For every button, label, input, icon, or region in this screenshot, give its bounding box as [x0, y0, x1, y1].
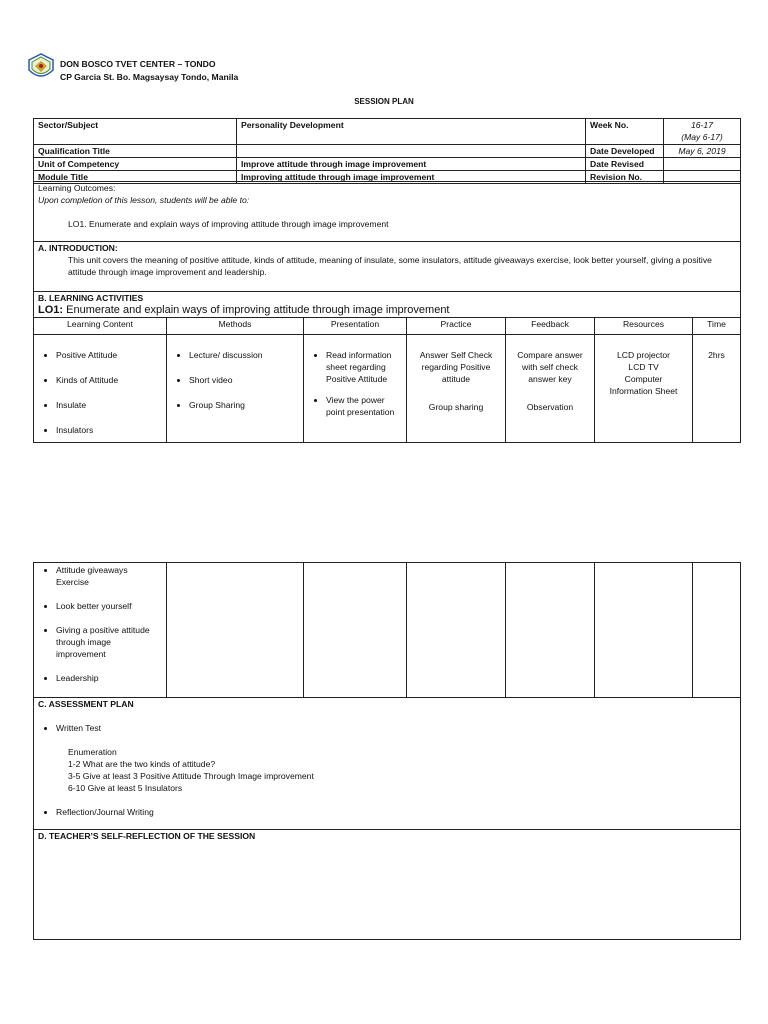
plan-table-continued: [33, 562, 741, 940]
revision-label: Revision No.: [586, 171, 664, 184]
time-cell: 2hrs: [693, 335, 741, 443]
practice-item: Answer Self Check regarding Positive attitude: [419, 350, 493, 384]
method-item: • Short video: [189, 374, 299, 386]
content-item: • Kinds of Attitude: [56, 374, 162, 386]
resources-cell: [595, 335, 693, 443]
content-item: • Giving a positive attitude through image improvement: [56, 624, 162, 660]
learning-activities: [34, 292, 741, 318]
self-reflection: D. TEACHER’S SELF-REFLECTION OF THE SESSION: [34, 830, 741, 940]
time-cell-continued: [693, 563, 741, 698]
presentation-item: • Read information sheet regarding Positive Attitude: [326, 349, 402, 385]
school-logo: [26, 52, 56, 82]
org-header: [60, 58, 238, 84]
col-time: Time: [693, 318, 741, 335]
practice-cell: [407, 335, 506, 443]
introduction: [34, 242, 741, 292]
assessment-written-test: • Written Test: [56, 722, 736, 734]
feedback-cell: [506, 335, 595, 443]
resource-item: Information Sheet: [609, 386, 678, 396]
activities-label: B. LEARNING ACTIVITIES: [38, 293, 144, 303]
enumeration-q3: 6-10 Give at least 5 Insulators: [68, 783, 183, 793]
module-label: Module Title: [34, 171, 237, 184]
presentation-cell-continued: [304, 563, 407, 698]
col-practice: Practice: [407, 318, 506, 335]
method-item: • Group Sharing: [189, 399, 299, 411]
learning-outcomes: [34, 182, 741, 242]
dev-label: Date Developed: [586, 145, 664, 158]
content-cell-continued: [34, 563, 167, 698]
qual-label: Qualification Title: [34, 145, 237, 158]
unit-label: Unit of Competency: [34, 158, 237, 171]
qual-value: [237, 145, 586, 158]
col-feedback: Feedback: [506, 318, 595, 335]
method-item: • Lecture/ discussion: [189, 349, 299, 361]
content-item: • Look better yourself: [56, 600, 162, 612]
content-cell: [34, 335, 167, 443]
introduction-label: A. INTRODUCTION:: [38, 243, 118, 253]
content-item: • Leadership: [56, 672, 162, 684]
outcome-lo1: LO1. Enumerate and explain ways of improving attitude through image improvement: [68, 219, 389, 229]
org-name: DON BOSCO TVET CENTER – TONDO: [60, 59, 216, 69]
unit-value: Improve attitude through image improvement: [237, 158, 586, 171]
enumeration-q1: 1-2 What are the two kinds of attitude?: [68, 759, 216, 769]
content-item: • Attitude giveaways Exercise: [56, 564, 162, 588]
methods-cell: [167, 335, 304, 443]
resources-cell-continued: [595, 563, 693, 698]
enumeration-q2: 3-5 Give at least 3 Positive Attitude Through Image improvement: [68, 771, 314, 781]
feedback-item: Compare answer with self check answer key: [517, 350, 583, 384]
sector-value: Personality Development: [237, 119, 586, 145]
revised-label: Date Revised: [586, 158, 664, 171]
module-value: Improving attitude through image improvement: [237, 171, 586, 184]
practice-cell-continued: [407, 563, 506, 698]
col-presentation: Presentation: [304, 318, 407, 335]
assessment-reflection: • Reflection/Journal Writing: [56, 806, 736, 818]
feedback-item: Observation: [526, 402, 574, 412]
assessment-label: C. ASSESSMENT PLAN: [38, 699, 134, 709]
revised-value: [664, 158, 741, 171]
plan-table: [33, 181, 741, 443]
presentation-cell: [304, 335, 407, 443]
col-resources: Resources: [595, 318, 693, 335]
practice-item: Group sharing: [428, 402, 484, 412]
introduction-text: This unit covers the meaning of positive attitude, kinds of attitude, meaning of insulate, some insulators, attitude giveaways exercise, look better yourself, giving a positive attitude through image improvement and leadership.: [68, 255, 712, 277]
content-item: • Positive Attitude: [56, 349, 162, 361]
org-address: CP Garcia St. Bo. Magsaysay Tondo, Manila: [60, 72, 239, 82]
content-item: • Insulate: [56, 399, 162, 411]
presentation-item: • View the power point presentation: [326, 394, 402, 418]
col-learning-content: Learning Content: [34, 318, 167, 335]
info-table: [33, 118, 741, 184]
assessment-plan: [34, 698, 741, 830]
methods-cell-continued: [167, 563, 304, 698]
week-value: 16-17 (May 6-17): [664, 119, 741, 145]
resource-item: LCD TV: [628, 362, 659, 372]
resource-item: LCD projector: [616, 350, 670, 360]
assessment-enumeration: [68, 746, 736, 794]
outcomes-intro: Upon completion of this lesson, students will be able to:: [38, 195, 250, 205]
dev-value: May 6, 2019: [664, 145, 741, 158]
resource-item: Computer: [624, 374, 663, 384]
feedback-cell-continued: [506, 563, 595, 698]
content-item: • Insulators: [56, 424, 162, 436]
col-methods: Methods: [167, 318, 304, 335]
week-label: Week No.: [586, 119, 664, 145]
doc-title: SESSION PLAN: [354, 97, 414, 106]
outcomes-label: Learning Outcomes:: [38, 183, 116, 193]
enumeration-label: Enumeration: [68, 747, 117, 757]
activities-lo: LO1: Enumerate and explain ways of improving attitude through image improvement: [38, 304, 450, 316]
sector-label: Sector/Subject: [34, 119, 237, 145]
